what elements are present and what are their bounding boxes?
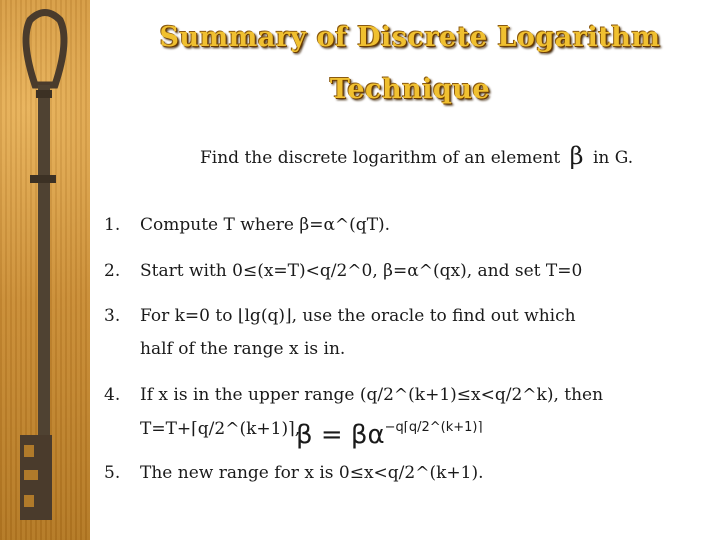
slide-title-line2: Technique [329,74,491,105]
subtitle [200,142,633,170]
formula-exponent: −q⌈q/2^(k+1)⌉ [384,420,483,435]
beta-update-formula [296,420,483,450]
subtitle-tail: in G. [592,148,634,168]
item-line: T=T+⌈q/2^(k+1)⌉, [140,419,301,439]
item-line: Start with 0≤(x=T)<q/2^0, β=α^(qx), and set T=0 [140,261,583,281]
item-number: 1. [104,215,121,235]
formula-lhs: β = βα [296,420,385,450]
item-line: half of the range x is in. [140,339,346,359]
item-number: 2. [104,261,121,281]
item-line: Compute T where β=α^(qT). [140,215,391,235]
item-number: 4. [104,385,121,405]
decorative-sidebar [0,0,90,540]
item-line: If x is in the upper range (q/2^(k+1)≤x<q/2^k), then [140,385,604,405]
item-number: 5. [104,463,121,483]
item-line: The new range for x is 0≤x<q/2^(k+1). [140,463,484,483]
subtitle-text: Find the discrete logarithm of an element [200,148,561,168]
item-line: For k=0 to ⌊lg(q)⌋, use the oracle to find out which [140,306,576,326]
slide-title-line1: Summary of Discrete Logarithm [159,22,661,53]
subtitle-beta: β [569,142,584,170]
item-number: 3. [104,306,121,326]
key-icon [0,0,90,540]
